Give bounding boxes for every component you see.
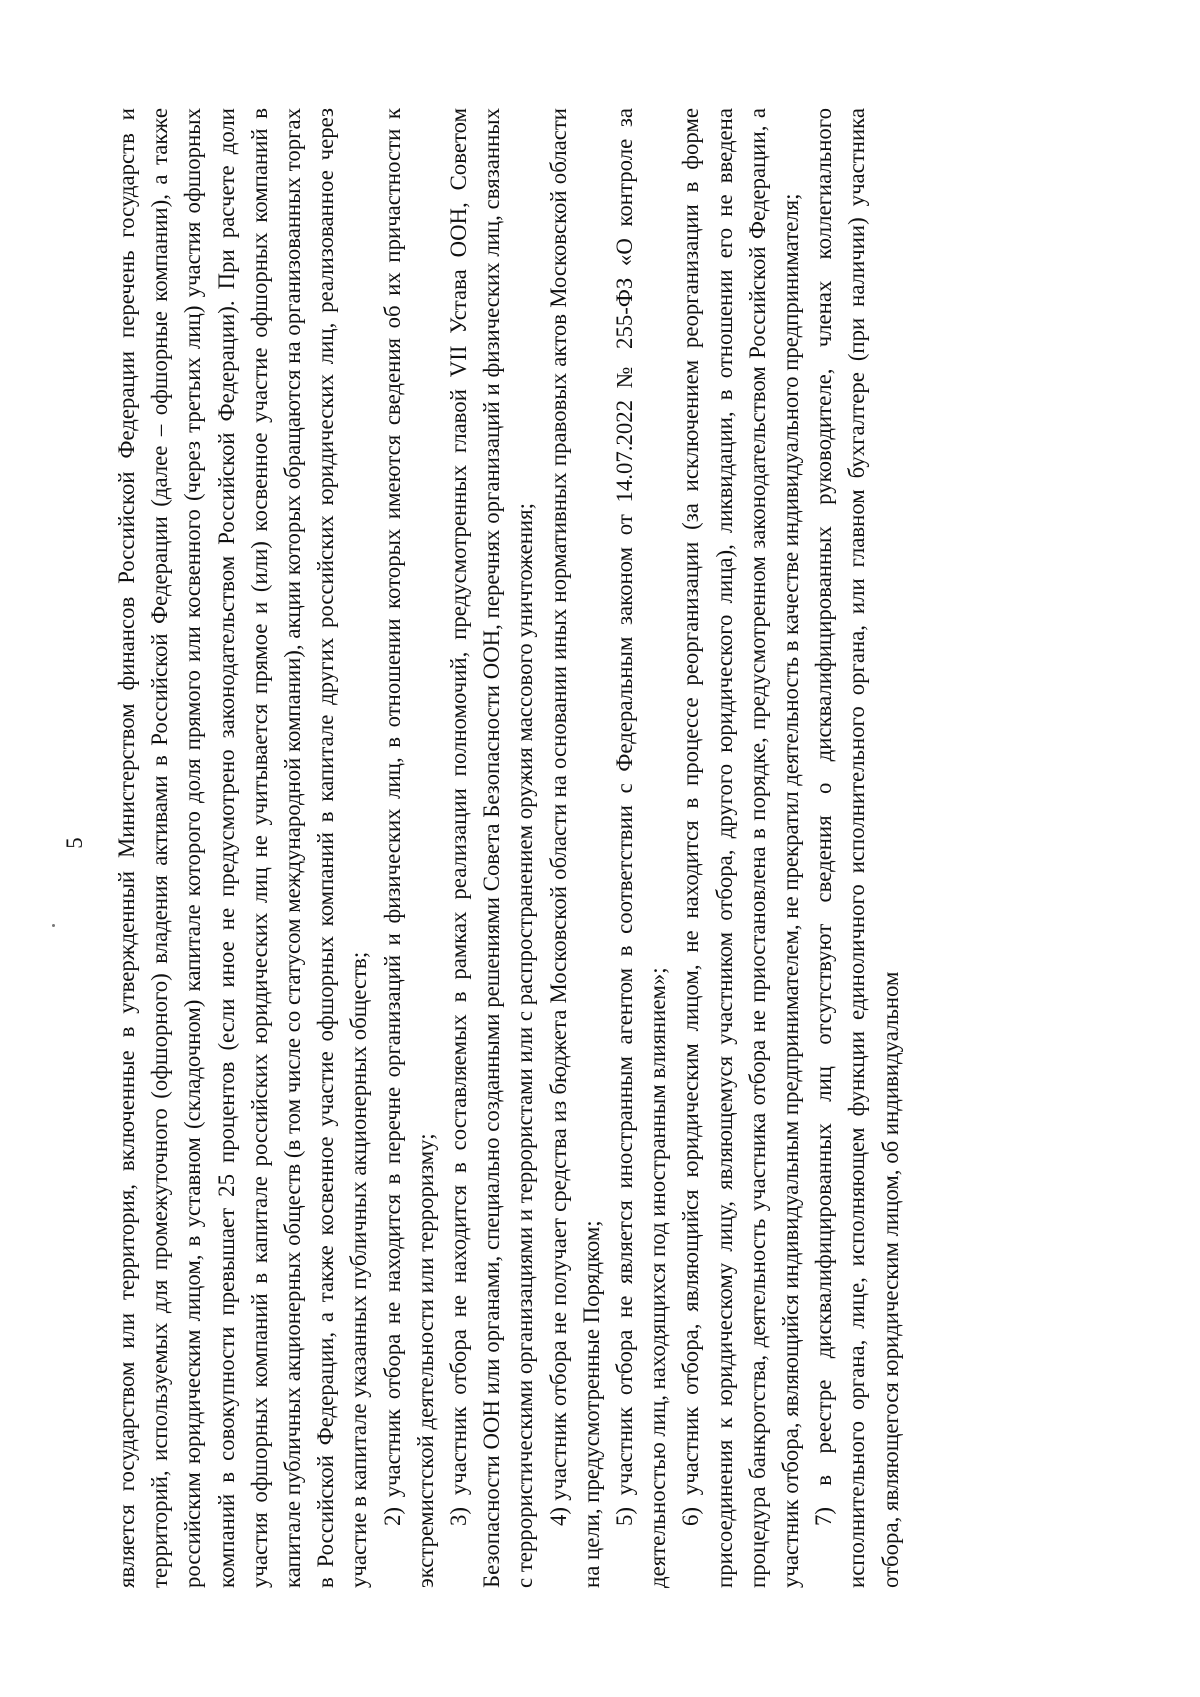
paragraph-6: 6) участник отбора, являющийся юридическим лицом, не находится в процессе реорганизации (за исключением реорганизации в форме присоединения к юридическому лицу, являющемуся участником отбора, другого юридического лица), ликвидации, в отношении его не введена процедура банкротства, деятельность участника отбора не приостановлена в порядке, предусмотренном законодательством Российской Федерации, а участник отбора, являющийся индивидуальным предпринимателем, не прекратил деятельность в качестве индивидуального предпринимателя; xyxy=(678,108,804,1588)
page-number: 5 xyxy=(62,837,87,849)
rotated-text-block xyxy=(62,108,907,1588)
paragraph-5: 5) участник отбора не является иностранным агентом в соответствии с Федеральным законом от 14.07.2022 № 255-ФЗ «О контроле за деятельностью лиц, находящихся под иностранным влиянием»; xyxy=(612,108,671,1588)
paragraph-1: является государством или территория, включенные в утвержденный Министерством финансов Российской Федерации перечень государств и территорий, используемых для промежуточного (офшорного) владения активами в Российской Федерации (далее – офшорные компании), а также российским юридическим лицом, в уставном (складочном) капитале которого доля прямого или косвенного (через третьих лиц) участия офшорных компаний в совокупности превышает 25 процентов (если иное не предусмотрено законодательством Российской Федерации). При расчете доли участия офшорных компаний в капитале российских юридических лиц не учитывается прямое и (или) косвенное участие офшорных компаний в капитале публичных акционерных обществ (в том числе со статусом международной компании), акции которых обращаются на организованных торгах в Российской Федерации, а также косвенное участие офшорных компаний в капитале других российских юридических лиц, реализованное через участие в капитале указанных публичных акционерных обществ; xyxy=(114,108,372,1588)
paragraph-7: 7) в реестре дисквалифицированных лиц отсутствуют сведения о дисквалифицированных руководителе, членах коллегиального исполнительного органа, лице, исполняющем функции единоличного исполнительного органа, или главном бухгалтере (при наличии) участника отбора, являющегося юридическим лицом, об индивидуальном xyxy=(811,108,903,1588)
scan-speck xyxy=(52,924,55,927)
paragraph-3: 3) участник отбора не находится в составляемых в рамках реализации полномочий, предусмотренных главой VII Устава ООН, Советом Безопасности ООН или органами, специально созданными решениями Совета Безопасности ООН, перечнях организаций и физических лиц, связанных с террористическими организациями и террористами или с распространением оружия массового уничтожения; xyxy=(446,108,538,1588)
paragraph-2: 2) участник отбора не находится в перечне организаций и физических лиц, в отношении которых имеются сведения об их причастности к экстремистской деятельности или терроризму; xyxy=(379,108,438,1588)
paragraph-4: 4) участник отбора не получает средства из бюджета Московской области на основании иных нормативных правовых актов Московской области на цели, предусмотренные Порядком; xyxy=(545,108,604,1588)
